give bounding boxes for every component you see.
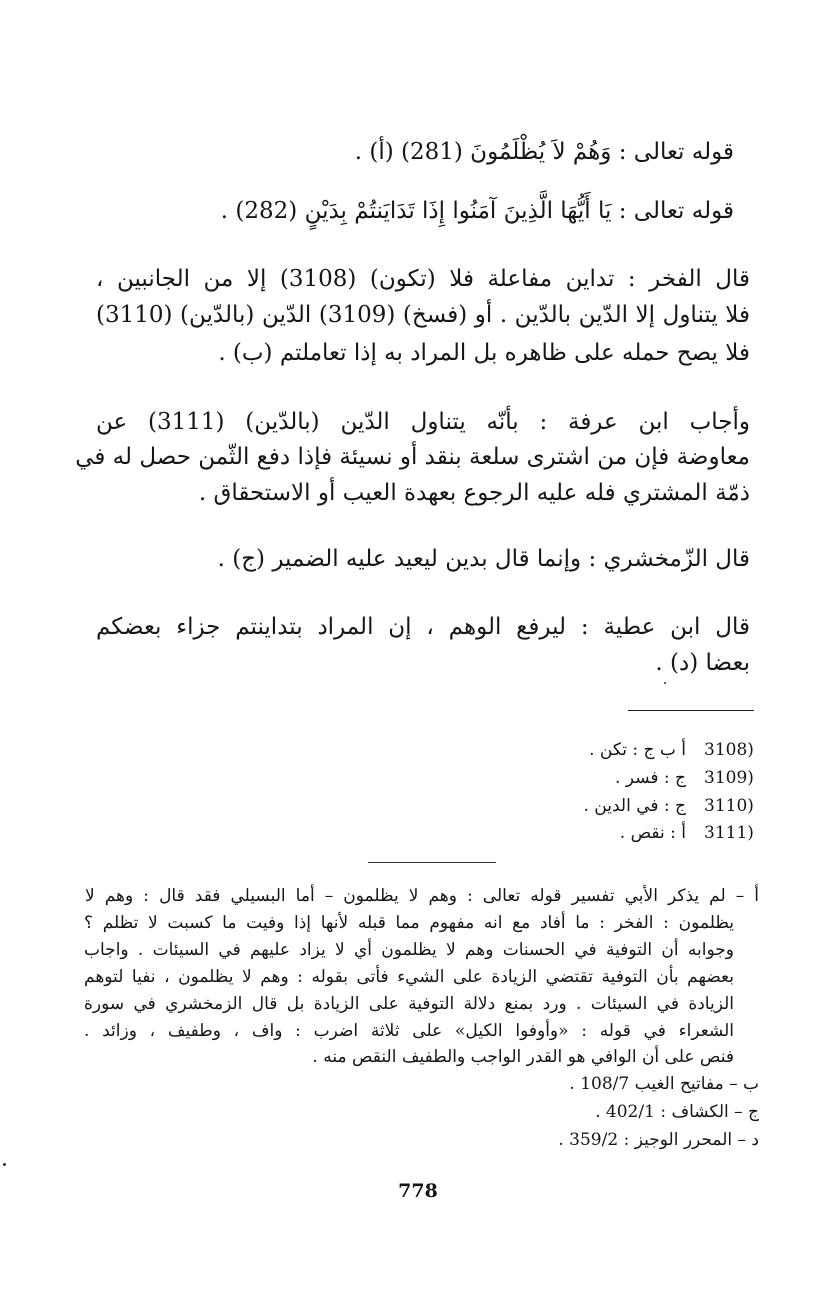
- note-line-7: فنص على أن الوافي هو القدر الواجب والطفيف النقص منه .: [312, 1047, 734, 1067]
- page-number: 778: [398, 1180, 438, 1202]
- variant-text-2: ج : فسر .: [615, 768, 686, 788]
- body-separator: [628, 710, 754, 711]
- variant-number-4: 3111): [704, 823, 754, 843]
- note-line-4: بعضهم بأن التوفية تقتضي الزيادة على الشيء فأتى بقوله : وهم لا يظلمون ، نفيا لتوهم: [84, 967, 734, 987]
- note-line-3: وجوابه أن التوفية في الحسنات وهم لا يظلمون أي لا يزاد عليهم في السيئات . واجاب: [84, 940, 734, 960]
- note-line-8: ب – مفاتيح الغيب 108/7 .: [569, 1074, 759, 1094]
- body-line-9: قال الزّمخشري : وإنما قال بدين ليعيد عليه الضمير (ج) .: [217, 546, 750, 572]
- variant-number-1: 3108): [704, 740, 754, 760]
- body-line-1: قوله تعالى : وَهُمْ لاَ يُظْلَمُونَ (281) (أ) .: [354, 139, 734, 165]
- body-line-2: قوله تعالى : يَا أَيُّهَا الَّذِينَ آمَنُوا إِذَا تَدَايَنتُمْ بِدَيْنٍ (282) .: [220, 198, 734, 224]
- body-line-7: معاوضة فإن من اشترى سلعة بنقد أو نسيئة فإذا دفع الثّمن حصل له في: [75, 444, 750, 470]
- notes-separator: [368, 862, 496, 863]
- scan-speck: [3, 1163, 6, 1166]
- variant-text-4: أ : نقص .: [619, 823, 686, 843]
- variant-number-2: 3109): [704, 768, 754, 788]
- body-line-4: فلا يتناول إلا الدّين بالدّين . أو (فسخ) (3109) الدّين (بالدّين) (3110): [96, 302, 750, 328]
- body-line-5: فلا يصح حمله على ظاهره بل المراد به إذا تعاملتم (ب) .: [218, 340, 750, 366]
- variant-number-3: 3110): [704, 796, 754, 816]
- body-line-3: قال الفخر : تداين مفاعلة فلا (تكون) (3108) إلا من الجانبين ،: [96, 266, 750, 292]
- note-line-6: الشعراء في قوله : «وأوفوا الكيل» على ثلاثة اضرب : واف ، وطفيف ، وزائد .: [84, 1021, 734, 1041]
- body-line-6: وأجاب ابن عرفة : بأنّه يتناول الدّين (بالدّين) (3111) عن: [96, 409, 750, 435]
- note-line-5: الزيادة في السيئات . ورد بمنع دلالة التوفية على الزيادة بل قال الزمخشري في سورة: [84, 994, 734, 1014]
- variant-text-3: ج : في الدين .: [583, 796, 686, 816]
- note-line-9: ج – الكشاف : 402/1 .: [595, 1102, 759, 1122]
- note-line-1: أ – لم يذكر الأبي تفسير قوله تعالى : وهم لا يظلمون – أما البسيلي فقد قال : وهم لا: [85, 886, 759, 906]
- note-line-2: يظلمون : الفخر : ما أفاد مع انه مفهوم مما قبله لأنها إذا وفيت ما كسبت لا تظلم ؟: [84, 913, 734, 933]
- variant-text-1: أ ب ج : تكن .: [589, 740, 686, 760]
- note-line-10: د – المحرر الوجيز : 359/2 .: [558, 1130, 759, 1150]
- body-line-11: بعضا (د) .: [655, 650, 750, 676]
- body-line-10: قال ابن عطية : ليرفع الوهم ، إن المراد بتداينتم جزاء بعضكم: [96, 614, 750, 640]
- scan-speck: [664, 682, 666, 684]
- body-line-8: ذمّة المشتري فله عليه الرجوع بعهدة العيب أو الاستحقاق .: [198, 480, 750, 506]
